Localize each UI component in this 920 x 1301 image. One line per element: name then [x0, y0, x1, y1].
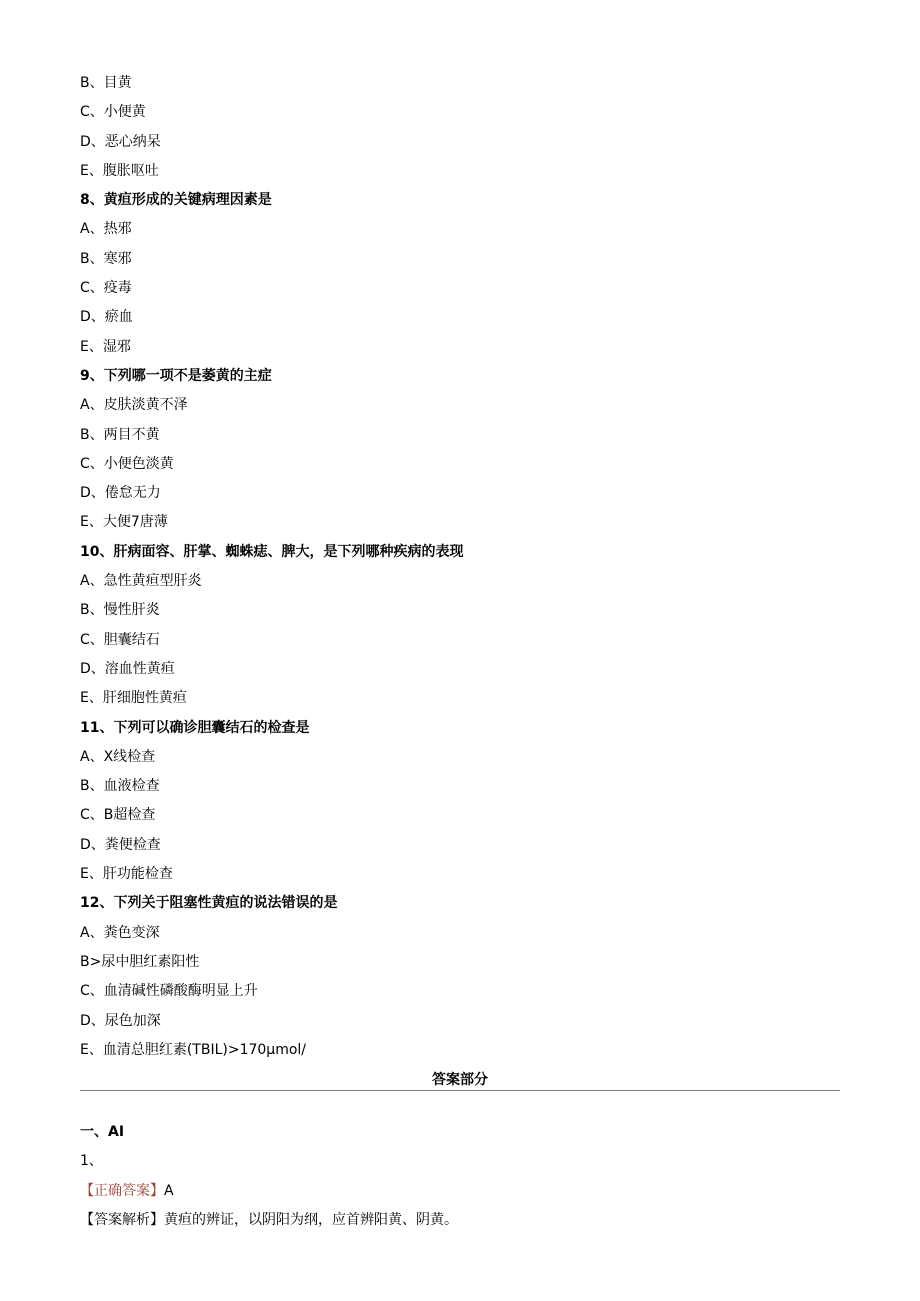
- answer-option: C、B超检查: [80, 807, 156, 824]
- answer-option: B、慢性肝炎: [80, 602, 160, 619]
- answer-option: D、瘀血: [80, 309, 133, 326]
- answer-option: E、肝功能检查: [80, 866, 173, 883]
- question-stem: 11、下列可以确诊胆囊结石的检查是: [80, 719, 310, 736]
- answer-option: B、目黄: [80, 75, 132, 91]
- answer-option: D、尿色加深: [80, 1012, 161, 1029]
- answer-option: E、腹胀呕吐: [80, 162, 159, 179]
- answer-option: C、胆囊结石: [80, 631, 160, 648]
- answer-option: B、两目不黄: [80, 426, 160, 443]
- answer-analysis-label: 【答案解析】: [80, 1211, 164, 1228]
- answer-option: C、小便色淡黄: [80, 455, 174, 472]
- answer-option: E、肝细胞性黄疸: [80, 690, 187, 707]
- correct-answer-line: [80, 1177, 920, 1206]
- answer-option: C、疫毒: [80, 280, 132, 297]
- question-stem: 9、下列哪一项不是萎黄的主症: [80, 367, 272, 384]
- answer-option: B>尿中胆红素阳性: [80, 953, 200, 970]
- answer-option: C、血清碱性磷酸酶明显上升: [80, 983, 258, 1000]
- question-stem: 10、肝病面容、肝掌、蜘蛛痣、脾大，是下列哪种疾病的表现: [80, 543, 464, 560]
- answer-option: D、粪便检查: [80, 836, 161, 853]
- answer-section-title: 答案部分: [80, 1070, 840, 1091]
- answer-option: E、血清总胆红素(TBIL)>170μmol/: [80, 1041, 307, 1058]
- answer-option: E、湿邪: [80, 338, 131, 355]
- correct-answer-label: 【正确答案】: [80, 1182, 164, 1199]
- answer-option: B、血液检查: [80, 778, 160, 795]
- answer-part-heading: 一、AI: [80, 1124, 125, 1141]
- answer-option: A、X线检查: [80, 748, 156, 765]
- answer-option: C、小便黄: [80, 104, 146, 121]
- answer-option: B、寒邪: [80, 250, 132, 267]
- question-stem: 8、黄疸形成的关键病理因素是: [80, 192, 272, 209]
- question-stem: 12、下列关于阻塞性黄疸的说法错误的是: [80, 895, 338, 912]
- answer-analysis-text: 黄疸的辨证，以阴阳为纲，应首辨阳黄、阴黄。: [164, 1211, 458, 1228]
- answer-option: E、大便7唐薄: [80, 514, 168, 531]
- question-list: [0, 69, 920, 1065]
- answer-option: A、急性黄疸型肝炎: [80, 573, 202, 590]
- answer-number: 1、: [80, 1153, 103, 1170]
- answer-option: D、倦怠无力: [80, 485, 161, 502]
- answer-option: D、恶心纳呆: [80, 133, 161, 150]
- answer-option: A、粪色变深: [80, 924, 160, 941]
- answer-option: A、皮肤淡黄不泽: [80, 397, 188, 414]
- answer-option: D、溶血性黄疸: [80, 660, 175, 677]
- answer-analysis-line: [80, 1206, 920, 1235]
- correct-answer-value: A: [164, 1182, 174, 1199]
- answer-option: A、热邪: [80, 221, 132, 238]
